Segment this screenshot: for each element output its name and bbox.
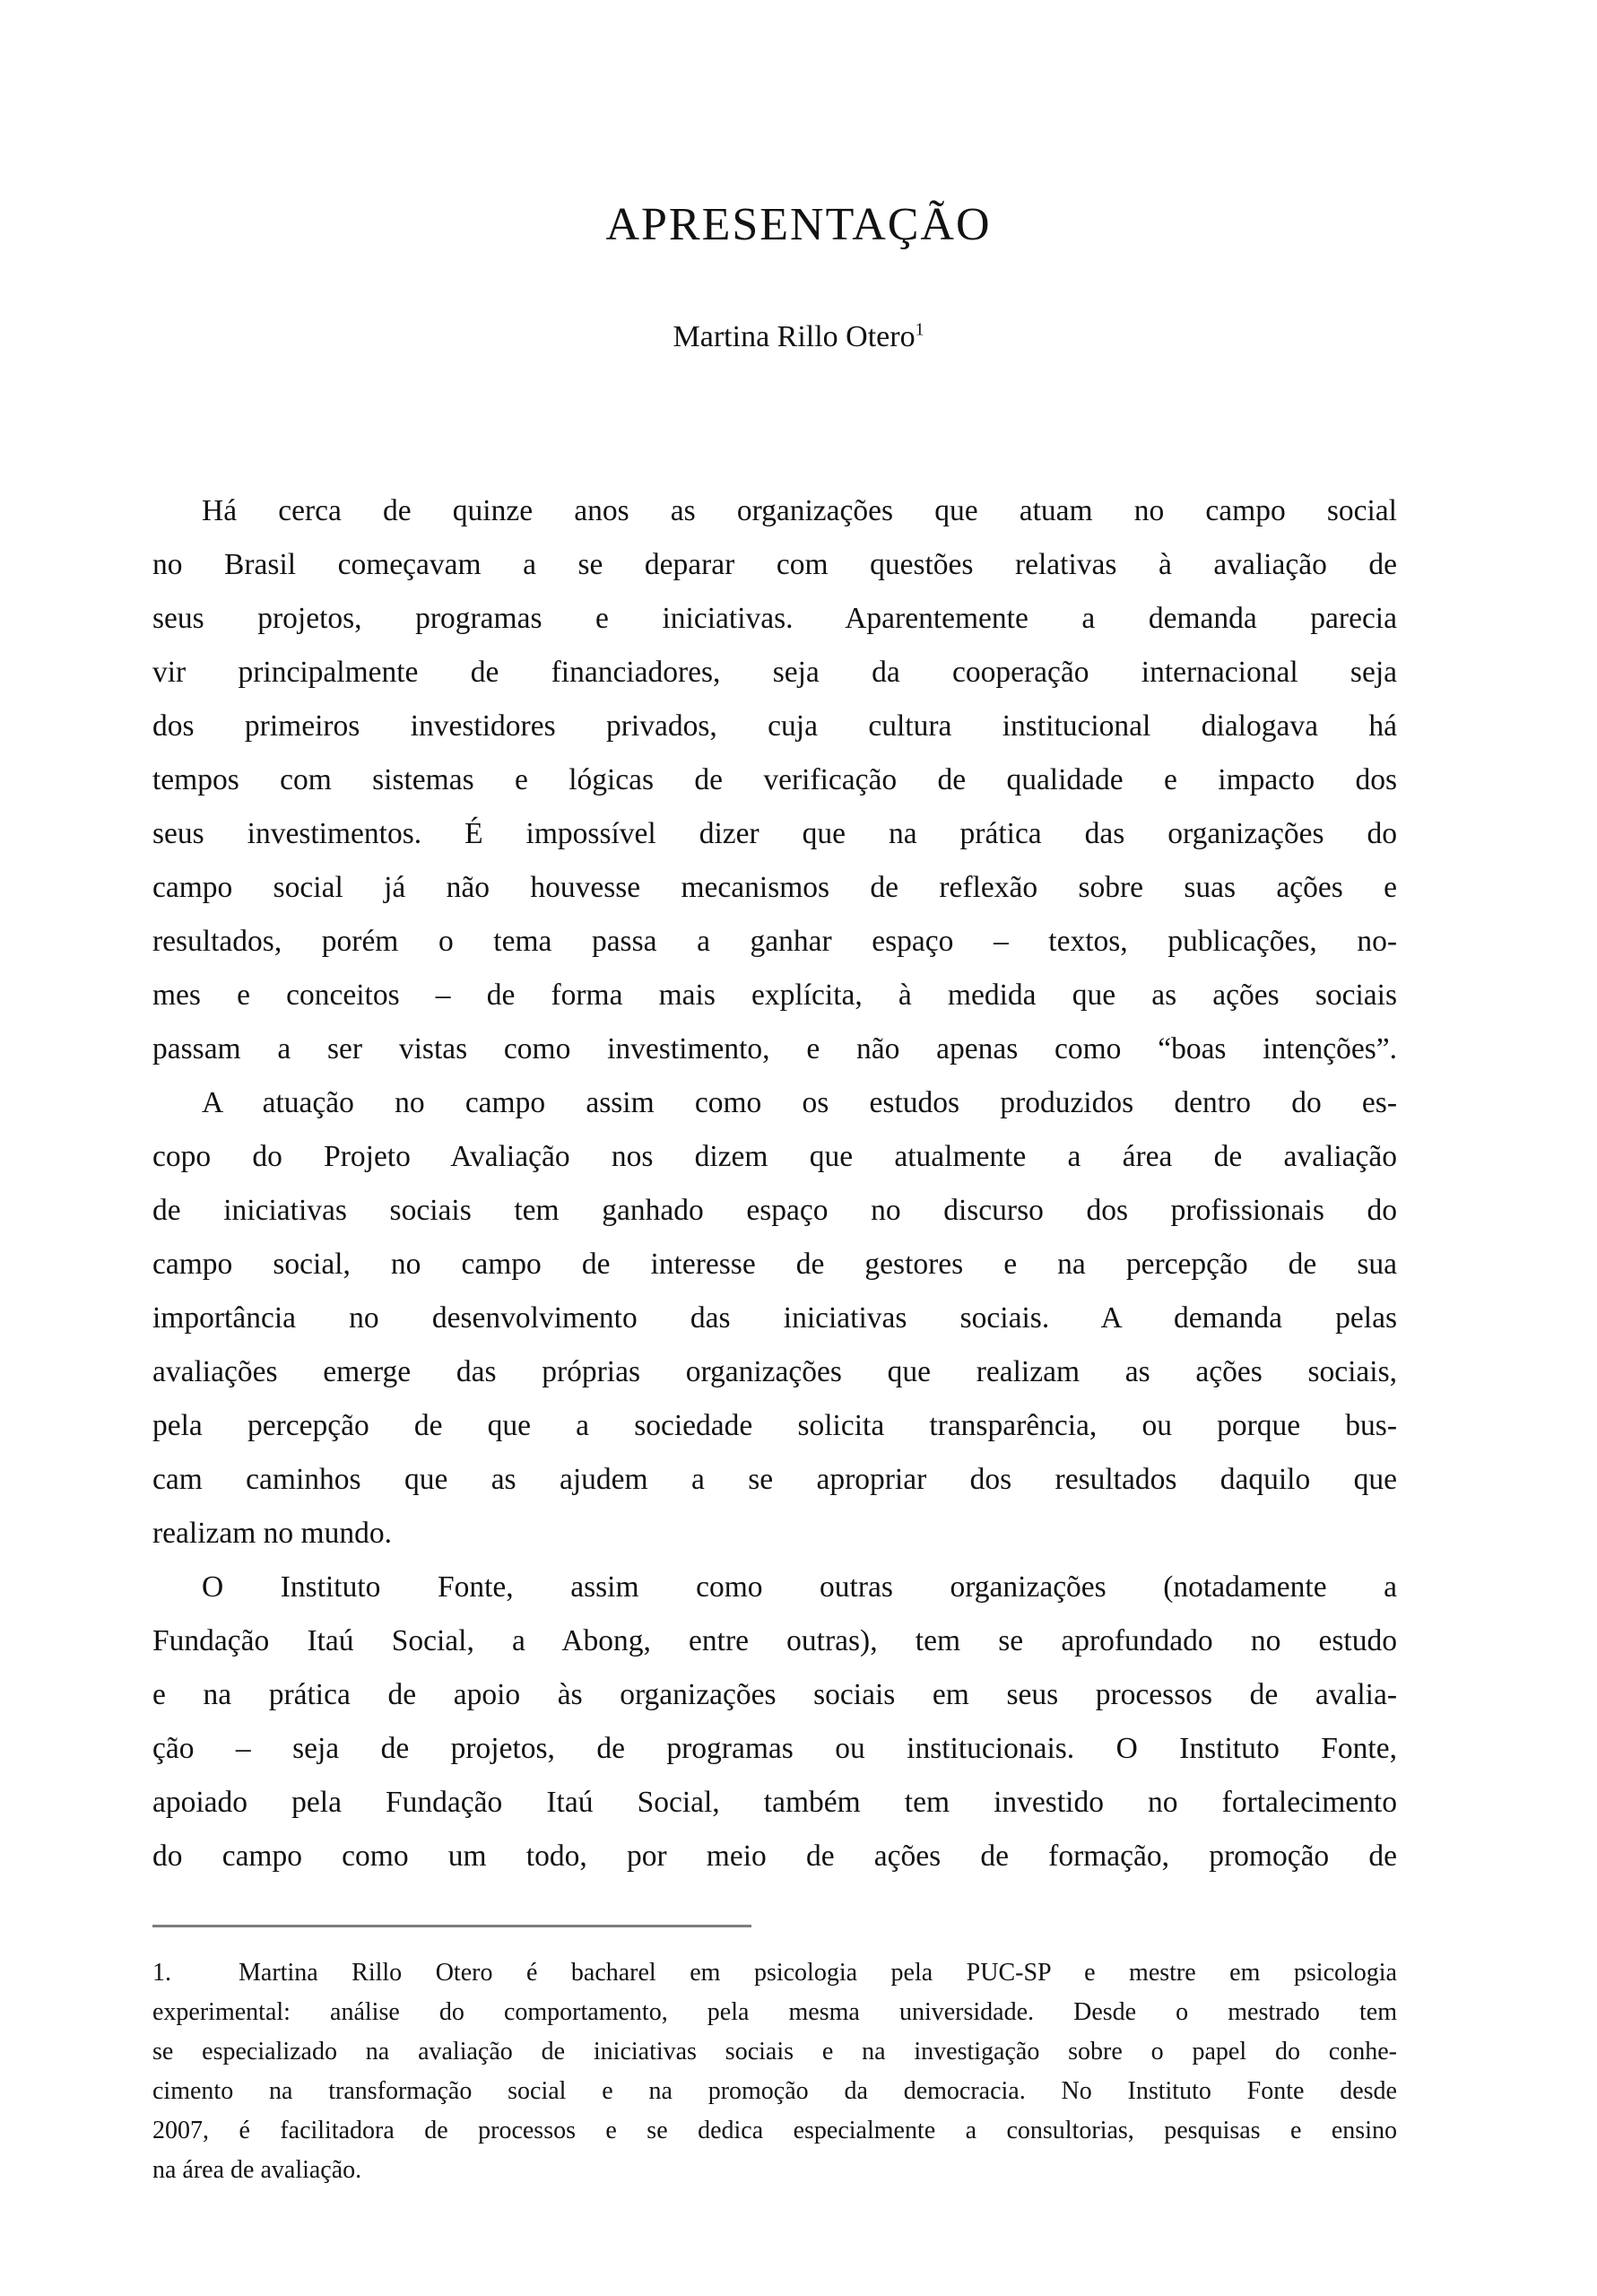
text-line: cam caminhos que as ajudem a se apropriar dos resultados daquilo que bbox=[152, 1463, 1397, 1496]
text-line: de iniciativas sociais tem ganhado espaço no discurso dos profissionais do bbox=[152, 1194, 1397, 1227]
text-line: campo social, no campo de interesse de gestores e na percepção de sua bbox=[152, 1248, 1397, 1281]
text-line: dos primeiros investidores privados, cuja cultura institucional dialogava há bbox=[152, 709, 1397, 743]
author-name: Martina Rillo Otero bbox=[673, 320, 916, 353]
text-line: O Instituto Fonte, assim como outras organizações (notadamente a bbox=[202, 1570, 1397, 1604]
text-line: apoiado pela Fundação Itaú Social, também tem investido no fortalecimento bbox=[152, 1786, 1397, 1819]
text-line: no Brasil começavam a se deparar com questões relativas à avaliação de bbox=[152, 548, 1397, 581]
text-line: avaliações emerge das próprias organizações que realizam as ações sociais, bbox=[152, 1355, 1397, 1388]
text-line: experimental: análise do comportamento, pela mesma universidade. Desde o mestrado tem bbox=[152, 1998, 1397, 2026]
author-footnote-ref: 1 bbox=[915, 319, 924, 340]
text-line: realizam no mundo. bbox=[152, 1517, 392, 1550]
text-line: resultados, porém o tema passa a ganhar espaço – textos, publicações, no- bbox=[152, 925, 1397, 958]
text-line: cimento na transformação social e na promoção da democracia. No Instituto Fonte desde bbox=[152, 2077, 1397, 2105]
paragraph bbox=[152, 1076, 1397, 1561]
text-line: do campo como um todo, por meio de ações de formação, promoção de bbox=[152, 1839, 1397, 1873]
text-line: mes e conceitos – de forma mais explícita, à medida que as ações sociais bbox=[152, 978, 1397, 1012]
text-line: Fundação Itaú Social, a Abong, entre outras), tem se aprofundado no estudo bbox=[152, 1624, 1397, 1657]
text-line: pela percepção de que a sociedade solicita transparência, ou porque bus- bbox=[152, 1409, 1397, 1442]
text-line: importância no desenvolvimento das iniciativas sociais. A demanda pelas bbox=[152, 1301, 1397, 1335]
body-text bbox=[152, 484, 1397, 1883]
page-title: APRESENTAÇÃO bbox=[605, 199, 992, 250]
text-line: Há cerca de quinze anos as organizações que atuam no campo social bbox=[202, 494, 1397, 527]
text-line: campo social já não houvesse mecanismos de reflexão sobre suas ações e bbox=[152, 871, 1397, 904]
text-line: seus investimentos. É impossível dizer que na prática das organizações do bbox=[152, 817, 1397, 850]
text-line: 2007, é facilitadora de processos e se dedica especialmente a consultorias, pesquisas e ensino bbox=[152, 2117, 1397, 2144]
text-line: na área de avaliação. bbox=[152, 2156, 362, 2184]
text-line: passam a ser vistas como investimento, e não apenas como “boas intenções”. bbox=[152, 1032, 1397, 1065]
footnote-text bbox=[152, 1953, 1397, 2190]
text-line: ção – seja de projetos, de programas ou institucionais. O Instituto Fonte, bbox=[152, 1732, 1397, 1765]
text-line: vir principalmente de financiadores, seja da cooperação internacional seja bbox=[152, 656, 1397, 689]
text-line: A atuação no campo assim como os estudos produzidos dentro do es- bbox=[202, 1086, 1397, 1119]
footnote-divider bbox=[152, 1925, 751, 1927]
text-line: 1. Martina Rillo Otero é bacharel em psicologia pela PUC-SP e mestre em psicologia bbox=[152, 1959, 1397, 1987]
text-line: tempos com sistemas e lógicas de verificação de qualidade e impacto dos bbox=[152, 763, 1397, 796]
text-line: copo do Projeto Avaliação nos dizem que atualmente a área de avaliação bbox=[152, 1140, 1397, 1173]
author-line bbox=[0, 319, 1597, 356]
text-line: seus projetos, programas e iniciativas. Aparentemente a demanda parecia bbox=[152, 602, 1397, 635]
text-line: e na prática de apoio às organizações sociais em seus processos de avalia- bbox=[152, 1678, 1397, 1711]
text-line: se especializado na avaliação de iniciativas sociais e na investigação sobre o papel do conhe- bbox=[152, 2038, 1397, 2066]
paragraph bbox=[152, 484, 1397, 1076]
paragraph bbox=[152, 1561, 1397, 1883]
